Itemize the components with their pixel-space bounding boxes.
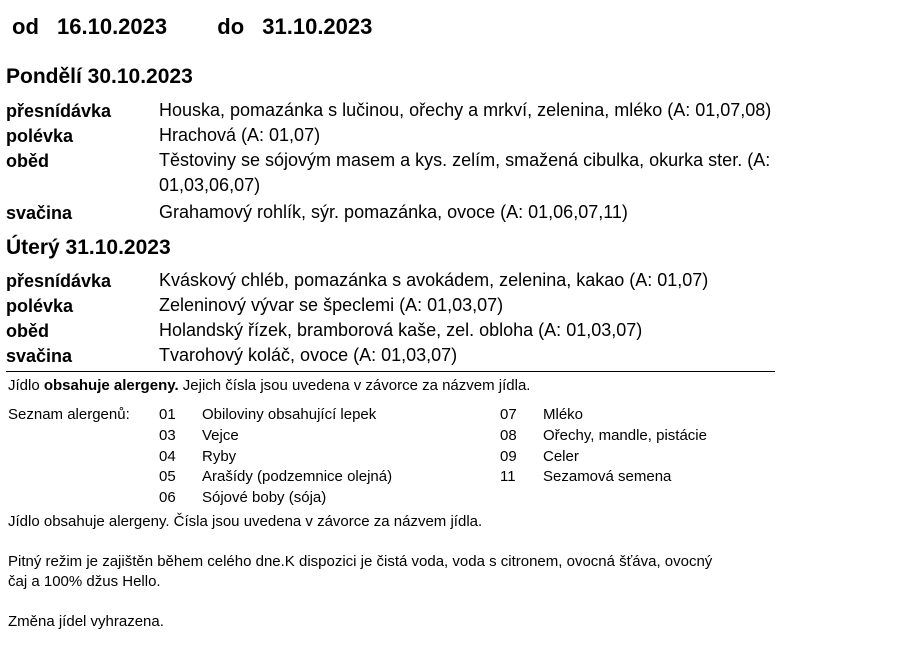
menu-period [12, 14, 372, 40]
meal-label: oběd [6, 321, 49, 341]
meal-label: přesnídávka [6, 101, 112, 121]
meal-text: Grahamový rohlík, sýr. pomazánka, ovoce (A: 01,06,07,11) [159, 202, 628, 222]
period-to-label: do [217, 14, 245, 39]
meal-label: polévka [6, 296, 74, 316]
allergen-code: 06 [159, 489, 176, 506]
drinks-note-line2: čaj a 100% džus Hello. [8, 573, 161, 590]
meal-label: oběd [6, 151, 49, 171]
day-title-monday: Pondělí 30.10.2023 [6, 65, 193, 88]
day-title-tuesday: Úterý 31.10.2023 [6, 236, 171, 259]
allergen-note-suffix: Jejich čísla jsou uvedena v závorce za názvem jídla. [178, 377, 531, 394]
allergen-name: Vejce [202, 427, 239, 444]
allergen-name: Arašídy (podzemnice olejná) [202, 468, 393, 485]
allergen-name: Obiloviny obsahující lepek [202, 406, 377, 423]
allergen-code: 07 [500, 406, 517, 423]
allergen-code: 03 [159, 427, 176, 444]
meal-label: polévka [6, 126, 74, 146]
allergen-name: Mléko [543, 406, 584, 423]
allergen-name: Sójové boby (sója) [202, 489, 327, 506]
meal-text: Tvarohový koláč, ovoce (A: 01,03,07) [159, 345, 458, 365]
meal-text: Kváskový chléb, pomazánka s avokádem, zelenina, kakao (A: 01,07) [159, 270, 709, 290]
allergen-note-repeat: Jídlo obsahuje alergeny. Čísla jsou uvedena v závorce za názvem jídla. [8, 513, 483, 530]
period-to-date: 31.10.2023 [262, 14, 373, 39]
meal-text: Holandský řízek, bramborová kaše, zel. obloha (A: 01,03,07) [159, 320, 643, 340]
allergen-code: 04 [159, 448, 176, 465]
menu-change-note: Změna jídel vyhrazena. [8, 613, 164, 630]
allergen-code: 09 [500, 448, 517, 465]
meal-label: svačina [6, 346, 73, 366]
allergen-name: Celer [543, 448, 579, 465]
meal-text: Zeleninový vývar se špeclemi (A: 01,03,07) [159, 295, 504, 315]
allergen-name: Sezamová semena [543, 468, 672, 485]
allergen-note-bold: obsahuje alergeny. [43, 377, 179, 394]
meal-label: přesnídávka [6, 271, 112, 291]
allergen-code: 05 [159, 468, 176, 485]
allergen-code: 08 [500, 427, 517, 444]
meal-text: Hrachová (A: 01,07) [159, 125, 321, 145]
period-from-label: od [12, 14, 39, 39]
allergen-list-label: Seznam alergenů: [8, 406, 130, 423]
allergen-code: 01 [159, 406, 176, 423]
allergen-name: Ořechy, mandle, pistácie [543, 427, 707, 444]
separator-line [6, 371, 775, 372]
meal-label: svačina [6, 203, 73, 223]
meal-text: Houska, pomazánka s lučinou, ořechy a mrkví, zelenina, mléko (A: 01,07,08) [159, 100, 772, 120]
allergen-note [8, 377, 530, 394]
allergen-code: 11 [500, 468, 516, 485]
drinks-note-line1: Pitný režim je zajištěn během celého dne.K dispozici je čistá voda, voda s citronem, ovocná šťáva, ovocný [8, 553, 713, 570]
allergen-name: Ryby [202, 448, 237, 465]
allergen-note-prefix: Jídlo [8, 377, 44, 394]
period-from-date: 16.10.2023 [57, 14, 168, 39]
meal-text: Těstoviny se sójovým masem a kys. zelím, smažená cibulka, okurka ster. (A: 01,03,06,07) [159, 150, 771, 195]
